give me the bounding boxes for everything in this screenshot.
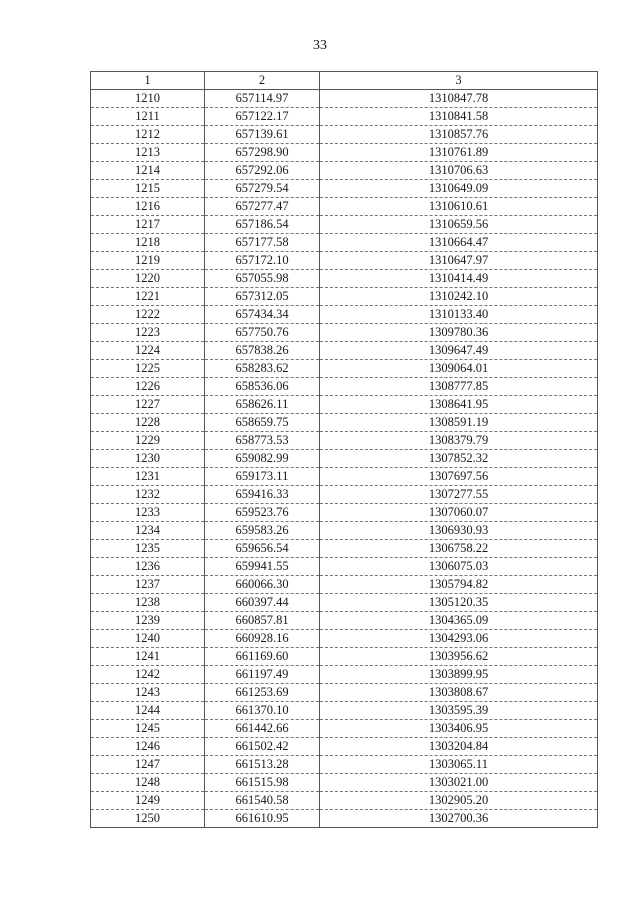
point-number-cell: 1210 <box>91 90 205 108</box>
point-number-cell: 1247 <box>91 756 205 774</box>
x-coordinate-cell: 657750.76 <box>205 324 320 342</box>
x-coordinate-cell: 661540.58 <box>205 792 320 810</box>
point-number-cell: 1240 <box>91 630 205 648</box>
x-coordinate-cell: 657055.98 <box>205 270 320 288</box>
table-row <box>91 540 598 558</box>
point-number-cell: 1217 <box>91 216 205 234</box>
table-row <box>91 342 598 360</box>
table-body <box>91 90 598 828</box>
y-coordinate-cell: 1309780.36 <box>320 324 598 342</box>
table-row <box>91 666 598 684</box>
point-number-cell: 1231 <box>91 468 205 486</box>
table-row <box>91 396 598 414</box>
point-number-cell: 1222 <box>91 306 205 324</box>
point-number-cell: 1243 <box>91 684 205 702</box>
point-number-cell: 1238 <box>91 594 205 612</box>
point-number-cell: 1233 <box>91 504 205 522</box>
table-row <box>91 702 598 720</box>
y-coordinate-cell: 1310857.76 <box>320 126 598 144</box>
x-coordinate-cell: 657114.97 <box>205 90 320 108</box>
point-number-cell: 1218 <box>91 234 205 252</box>
x-coordinate-cell: 659941.55 <box>205 558 320 576</box>
y-coordinate-cell: 1307060.07 <box>320 504 598 522</box>
y-coordinate-cell: 1309647.49 <box>320 342 598 360</box>
x-coordinate-cell: 659416.33 <box>205 486 320 504</box>
table-row <box>91 126 598 144</box>
x-coordinate-cell: 657277.47 <box>205 198 320 216</box>
table-row <box>91 234 598 252</box>
coordinates-table <box>90 71 598 828</box>
y-coordinate-cell: 1302905.20 <box>320 792 598 810</box>
x-coordinate-cell: 658659.75 <box>205 414 320 432</box>
point-number-cell: 1211 <box>91 108 205 126</box>
y-coordinate-cell: 1310414.49 <box>320 270 598 288</box>
x-coordinate-cell: 661197.49 <box>205 666 320 684</box>
y-coordinate-cell: 1304293.06 <box>320 630 598 648</box>
x-coordinate-cell: 661253.69 <box>205 684 320 702</box>
x-coordinate-cell: 659583.26 <box>205 522 320 540</box>
y-coordinate-cell: 1308641.95 <box>320 396 598 414</box>
table-row <box>91 270 598 288</box>
table-row <box>91 558 598 576</box>
table-row <box>91 288 598 306</box>
point-number-cell: 1234 <box>91 522 205 540</box>
y-coordinate-cell: 1306930.93 <box>320 522 598 540</box>
table-row <box>91 504 598 522</box>
table-row <box>91 216 598 234</box>
point-number-cell: 1228 <box>91 414 205 432</box>
y-coordinate-cell: 1306075.03 <box>320 558 598 576</box>
point-number-cell: 1236 <box>91 558 205 576</box>
point-number-cell: 1223 <box>91 324 205 342</box>
table-row <box>91 414 598 432</box>
header-row <box>91 72 598 90</box>
y-coordinate-cell: 1310706.63 <box>320 162 598 180</box>
x-coordinate-cell: 657139.61 <box>205 126 320 144</box>
point-number-cell: 1221 <box>91 288 205 306</box>
y-coordinate-cell: 1303204.84 <box>320 738 598 756</box>
y-coordinate-cell: 1310664.47 <box>320 234 598 252</box>
y-coordinate-cell: 1307852.32 <box>320 450 598 468</box>
x-coordinate-cell: 660857.81 <box>205 612 320 630</box>
y-coordinate-cell: 1306758.22 <box>320 540 598 558</box>
x-coordinate-cell: 659082.99 <box>205 450 320 468</box>
table-row <box>91 648 598 666</box>
point-number-cell: 1219 <box>91 252 205 270</box>
table-row <box>91 90 598 108</box>
table-row <box>91 522 598 540</box>
table-row <box>91 486 598 504</box>
x-coordinate-cell: 660928.16 <box>205 630 320 648</box>
table-row <box>91 738 598 756</box>
table-row <box>91 468 598 486</box>
point-number-cell: 1227 <box>91 396 205 414</box>
table-row <box>91 792 598 810</box>
y-coordinate-cell: 1310649.09 <box>320 180 598 198</box>
x-coordinate-cell: 657312.05 <box>205 288 320 306</box>
y-coordinate-cell: 1309064.01 <box>320 360 598 378</box>
table-row <box>91 630 598 648</box>
y-coordinate-cell: 1310659.56 <box>320 216 598 234</box>
table-row <box>91 324 598 342</box>
y-coordinate-cell: 1303595.39 <box>320 702 598 720</box>
y-coordinate-cell: 1305120.35 <box>320 594 598 612</box>
table-row <box>91 198 598 216</box>
y-coordinate-cell: 1304365.09 <box>320 612 598 630</box>
x-coordinate-cell: 661370.10 <box>205 702 320 720</box>
x-coordinate-cell: 661169.60 <box>205 648 320 666</box>
point-number-cell: 1235 <box>91 540 205 558</box>
table-row <box>91 594 598 612</box>
table-row <box>91 576 598 594</box>
x-coordinate-cell: 661513.28 <box>205 756 320 774</box>
point-number-cell: 1242 <box>91 666 205 684</box>
x-coordinate-cell: 659656.54 <box>205 540 320 558</box>
y-coordinate-cell: 1308777.85 <box>320 378 598 396</box>
y-coordinate-cell: 1308591.19 <box>320 414 598 432</box>
table-row <box>91 180 598 198</box>
point-number-cell: 1215 <box>91 180 205 198</box>
point-number-cell: 1250 <box>91 810 205 828</box>
point-number-cell: 1244 <box>91 702 205 720</box>
table-row <box>91 162 598 180</box>
table-row <box>91 612 598 630</box>
table-row <box>91 774 598 792</box>
point-number-cell: 1239 <box>91 612 205 630</box>
x-coordinate-cell: 657838.26 <box>205 342 320 360</box>
x-coordinate-cell: 659523.76 <box>205 504 320 522</box>
table-row <box>91 378 598 396</box>
x-coordinate-cell: 661442.66 <box>205 720 320 738</box>
point-number-cell: 1226 <box>91 378 205 396</box>
x-coordinate-cell: 661610.95 <box>205 810 320 828</box>
y-coordinate-cell: 1308379.79 <box>320 432 598 450</box>
y-coordinate-cell: 1303406.95 <box>320 720 598 738</box>
point-number-cell: 1212 <box>91 126 205 144</box>
x-coordinate-cell: 659173.11 <box>205 468 320 486</box>
point-number-cell: 1245 <box>91 720 205 738</box>
point-number-cell: 1241 <box>91 648 205 666</box>
point-number-cell: 1246 <box>91 738 205 756</box>
x-coordinate-cell: 658626.11 <box>205 396 320 414</box>
y-coordinate-cell: 1310647.97 <box>320 252 598 270</box>
y-coordinate-cell: 1303956.62 <box>320 648 598 666</box>
x-coordinate-cell: 657172.10 <box>205 252 320 270</box>
point-number-cell: 1249 <box>91 792 205 810</box>
x-coordinate-cell: 657279.54 <box>205 180 320 198</box>
y-coordinate-cell: 1307697.56 <box>320 468 598 486</box>
y-coordinate-cell: 1302700.36 <box>320 810 598 828</box>
x-coordinate-cell: 660066.30 <box>205 576 320 594</box>
table-row <box>91 432 598 450</box>
x-coordinate-cell: 657434.34 <box>205 306 320 324</box>
x-coordinate-cell: 661502.42 <box>205 738 320 756</box>
table-row <box>91 756 598 774</box>
table-row <box>91 810 598 828</box>
x-coordinate-cell: 657292.06 <box>205 162 320 180</box>
x-coordinate-cell: 658773.53 <box>205 432 320 450</box>
column-header-2: 2 <box>205 72 320 90</box>
table-row <box>91 684 598 702</box>
y-coordinate-cell: 1310242.10 <box>320 288 598 306</box>
table-row <box>91 450 598 468</box>
x-coordinate-cell: 661515.98 <box>205 774 320 792</box>
point-number-cell: 1220 <box>91 270 205 288</box>
x-coordinate-cell: 658536.06 <box>205 378 320 396</box>
point-number-cell: 1229 <box>91 432 205 450</box>
table-row <box>91 108 598 126</box>
column-header-3: 3 <box>320 72 598 90</box>
point-number-cell: 1225 <box>91 360 205 378</box>
table-row <box>91 252 598 270</box>
y-coordinate-cell: 1305794.82 <box>320 576 598 594</box>
x-coordinate-cell: 657186.54 <box>205 216 320 234</box>
point-number-cell: 1248 <box>91 774 205 792</box>
x-coordinate-cell: 660397.44 <box>205 594 320 612</box>
x-coordinate-cell: 657298.90 <box>205 144 320 162</box>
y-coordinate-cell: 1303899.95 <box>320 666 598 684</box>
point-number-cell: 1224 <box>91 342 205 360</box>
point-number-cell: 1214 <box>91 162 205 180</box>
y-coordinate-cell: 1310841.58 <box>320 108 598 126</box>
y-coordinate-cell: 1310847.78 <box>320 90 598 108</box>
y-coordinate-cell: 1303021.00 <box>320 774 598 792</box>
y-coordinate-cell: 1303808.67 <box>320 684 598 702</box>
y-coordinate-cell: 1310133.40 <box>320 306 598 324</box>
x-coordinate-cell: 658283.62 <box>205 360 320 378</box>
column-header-1: 1 <box>91 72 205 90</box>
table-row <box>91 720 598 738</box>
y-coordinate-cell: 1310610.61 <box>320 198 598 216</box>
page-number: 33 <box>313 38 327 53</box>
y-coordinate-cell: 1307277.55 <box>320 486 598 504</box>
point-number-cell: 1237 <box>91 576 205 594</box>
table-row <box>91 360 598 378</box>
table-row <box>91 144 598 162</box>
point-number-cell: 1216 <box>91 198 205 216</box>
point-number-cell: 1213 <box>91 144 205 162</box>
y-coordinate-cell: 1303065.11 <box>320 756 598 774</box>
x-coordinate-cell: 657122.17 <box>205 108 320 126</box>
x-coordinate-cell: 657177.58 <box>205 234 320 252</box>
point-number-cell: 1232 <box>91 486 205 504</box>
y-coordinate-cell: 1310761.89 <box>320 144 598 162</box>
table-header <box>91 72 598 90</box>
table-row <box>91 306 598 324</box>
point-number-cell: 1230 <box>91 450 205 468</box>
